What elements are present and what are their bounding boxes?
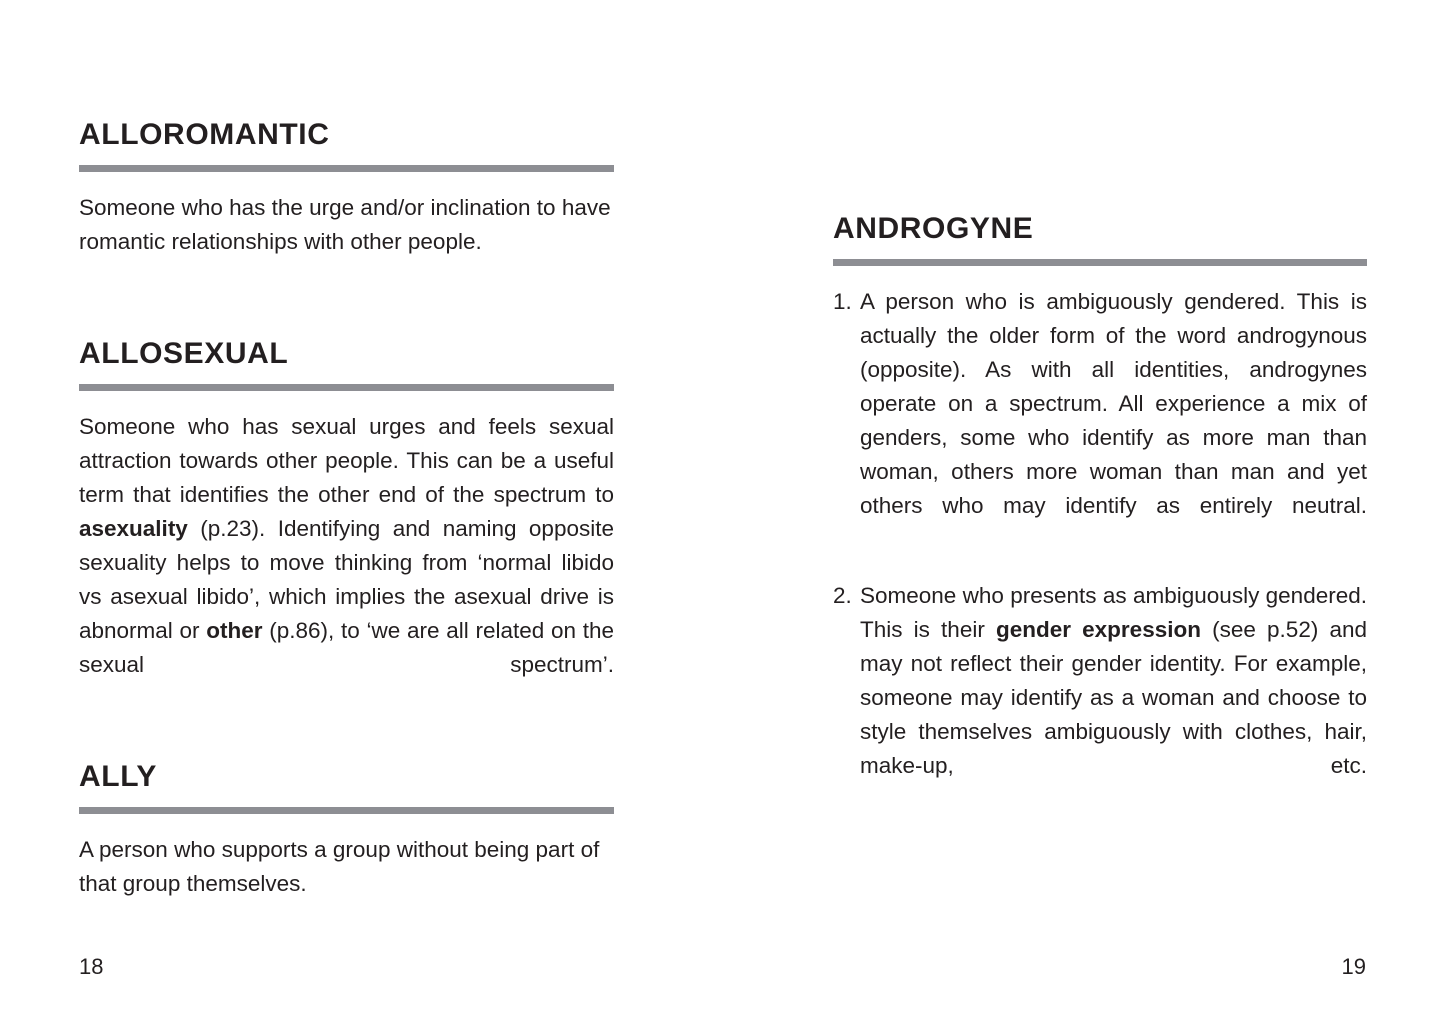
entry-androgyne	[833, 212, 1367, 817]
definition-text-segment: (p.86), to ‘we are all related on the sexual spectrum’.	[79, 618, 614, 677]
list-item-text: A person who is ambiguously gendered. This is actually the older form of the word androgynous (opposite). As with all identities, androgynes operate on a spectrum. All experience a mix of genders, some who identify as more man than woman, others more woman than man and yet others who may identify as entirely neutral.	[860, 289, 1367, 518]
page-number-right: 19	[1341, 954, 1366, 979]
definition-bold-asexuality: asexuality	[79, 516, 188, 541]
entry-term-allosexual: ALLOSEXUAL	[79, 337, 289, 370]
definition-list-androgyne	[833, 285, 1367, 817]
entry-rule	[79, 165, 614, 172]
entry-term-androgyne: ANDROGYNE	[833, 212, 1034, 245]
entry-rule	[79, 384, 614, 391]
entry-definition-allosexual	[79, 410, 614, 716]
definition-text-segment: (p.23). Identifying and naming opposite sexuality helps to move thinking from ‘normal libido vs asexual libido’, which implies the asexual drive is abnormal or	[79, 516, 614, 643]
page-number-left: 18	[79, 954, 104, 979]
entry-term-ally: ALLY	[79, 760, 157, 793]
entry-rule	[79, 807, 614, 814]
list-item-number: 1.	[833, 289, 852, 314]
entry-rule	[833, 259, 1367, 266]
definition-text-segment: Someone who has sexual urges and feels sexual attraction towards other people. This can be a useful term that identifies the other end of the spectrum to	[79, 414, 614, 507]
definition-text-segment: (see p.52) and may not reflect their gender identity. For example, someone may identify as a woman and choose to style themselves ambiguously with clothes, hair, make-up, etc.	[860, 617, 1368, 778]
entry-term-alloromantic: ALLOROMANTIC	[79, 118, 330, 151]
definition-bold-other: other	[206, 618, 263, 643]
page-right	[833, 0, 1367, 1018]
page-left	[79, 0, 614, 1018]
entry-ally	[79, 760, 614, 935]
definition-list-item	[833, 285, 1367, 557]
entry-alloromantic	[79, 118, 614, 293]
page-left-content	[79, 118, 614, 935]
entry-definition-ally: A person who supports a group without being part of that group themselves.	[79, 837, 600, 896]
definition-bold-gender-expression: gender expression	[995, 617, 1201, 642]
definition-list-item	[833, 579, 1367, 817]
definition-text-segment: Someone who presents as ambiguously gendered. This is their	[860, 583, 1367, 642]
entry-definition-alloromantic: Someone who has the urge and/or inclination to have romantic relationships with other people.	[79, 195, 611, 254]
list-item-number: 2.	[833, 583, 852, 608]
page-right-content	[833, 212, 1367, 817]
list-item-text	[860, 579, 1367, 817]
entry-allosexual	[79, 337, 614, 716]
